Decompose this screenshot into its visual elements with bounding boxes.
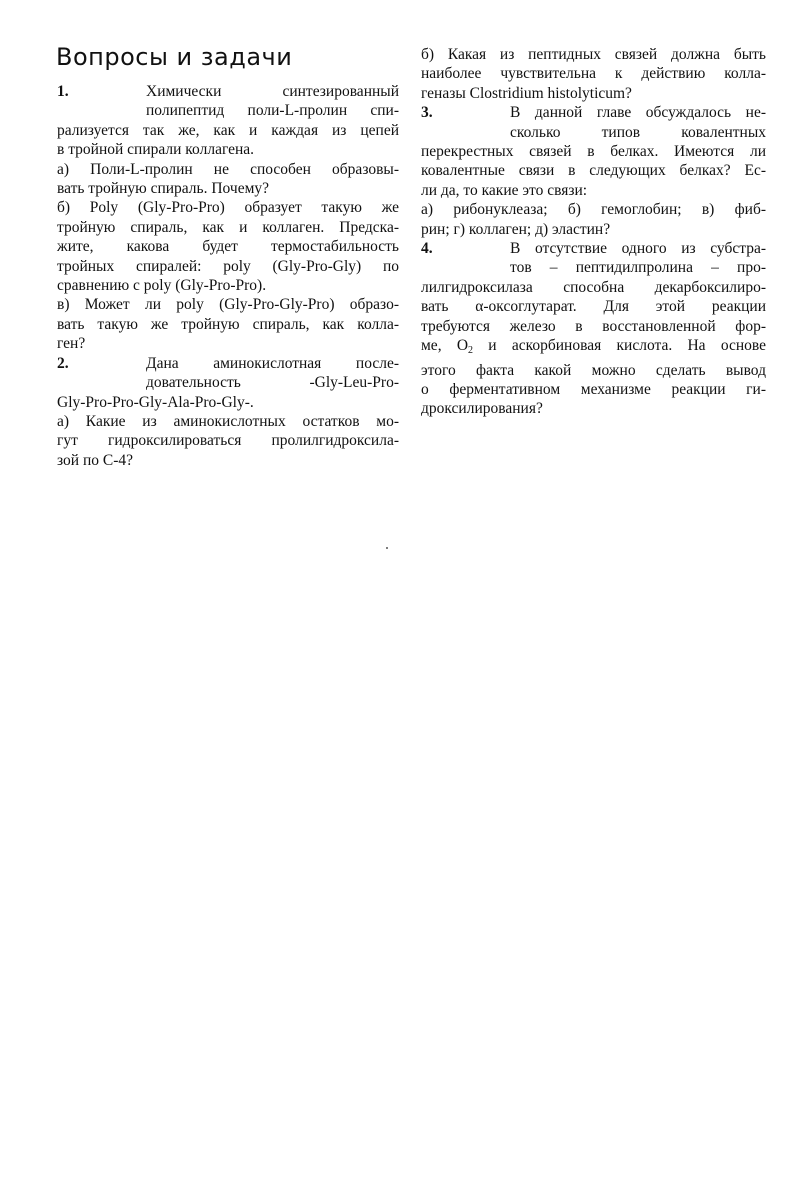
- question-text-line: тов – пептидилпролина – про-: [510, 259, 766, 277]
- question-text-line: Gly-Pro-Pro-Gly-Ala-Pro-Gly-.: [57, 393, 254, 411]
- question-text-line: этого факта какой можно сделать вывод: [421, 361, 766, 379]
- subquestion-line: б) Какая из пептидных связей должна быть: [421, 46, 766, 63]
- right-column: [421, 45, 766, 419]
- question-2: [57, 354, 399, 470]
- subquestion-line: б) Poly (Gly-Pro-Pro) образует такую же: [57, 199, 399, 217]
- subquestion-line: вать такую же тройную спираль, как колла-: [57, 315, 399, 333]
- o2-subscript: 2: [468, 345, 474, 357]
- question-3: [421, 103, 766, 239]
- subquestion-line: геназы Clostridium histolyticum?: [421, 84, 632, 102]
- question-text-line: В отсутствие одного из субстра-: [510, 240, 766, 258]
- question-2-header: [57, 354, 399, 373]
- question-3-header: [421, 103, 766, 122]
- subquestion-line: тройную спираль, как и коллаген. Предска-: [57, 218, 399, 236]
- o2-prefix: ме, O: [421, 337, 469, 355]
- question-text-line: в тройной спирали коллагена.: [57, 141, 255, 159]
- subquestion-line: а) Какие из аминокислотных остатков мо-: [57, 412, 399, 430]
- page-title: Вопросы и задачи: [56, 43, 293, 71]
- question-number: 2.: [57, 354, 69, 372]
- question-number: 1.: [57, 83, 69, 100]
- question-text-line: Дана аминокислотная после-: [146, 354, 399, 372]
- question-text-line: требуются железо в восстановленной фор-: [421, 317, 766, 335]
- subquestion-line: наиболее чувствительна к действию колла-: [421, 65, 766, 83]
- options-line: а) рибонуклеаза; б) гемоглобин; в) фиб-: [421, 201, 766, 219]
- subquestion-line: сравнению с poly (Gly-Pro-Pro).: [57, 277, 267, 295]
- options-line: рин; г) коллаген; д) эластин?: [421, 220, 611, 238]
- question-1: [57, 82, 399, 354]
- question-text-line: перекрестных связей в белках. Имеются ли: [421, 143, 766, 161]
- question-text-line-o2: [421, 336, 766, 360]
- o2-suffix: и аскорбиновая кислота. На основе: [473, 337, 766, 355]
- question-4-header: [421, 239, 766, 258]
- subquestion-line: зой по С-4?: [57, 451, 134, 469]
- question-text-line: В данной главе обсуждалось не-: [510, 104, 766, 122]
- subquestion-line: ген?: [57, 335, 86, 353]
- question-1-header: [57, 82, 399, 101]
- subquestion-line: вать тройную спираль. Почему?: [57, 180, 270, 198]
- question-text-line: Химически синтезированный: [146, 83, 399, 100]
- stray-dot: [386, 547, 388, 549]
- subquestion-line: жите, какова будет термостабильность: [57, 238, 399, 256]
- question-text-line: вать α-оксоглутарат. Для этой реакции: [421, 298, 766, 316]
- question-text-line: сколько типов ковалентных: [510, 123, 766, 141]
- question-text-line: лилгидроксилаза способна декарбоксилиро-: [421, 278, 766, 296]
- question-text-line: полипептид поли-L-пролин спи-: [146, 102, 399, 120]
- subquestion-line: а) Поли-L-пролин не способен образовы-: [57, 160, 399, 178]
- question-text-line: довательность -Gly-Leu-Pro-: [146, 374, 399, 392]
- left-column: [57, 82, 399, 470]
- subquestion-line: гут гидроксилироваться пролилгидроксила-: [57, 432, 399, 450]
- question-text-line: ли да, то какие это связи:: [421, 181, 588, 199]
- question-2b: [421, 45, 766, 103]
- subquestion-line: в) Может ли poly (Gly-Pro-Gly-Pro) образо-: [57, 296, 399, 314]
- question-text-line: о ферментативном механизме реакции ги-: [421, 380, 766, 398]
- question-text-line: ковалентные связи в следующих белках? Ес-: [421, 162, 766, 180]
- subquestion-line: тройных спиралей: poly (Gly-Pro-Gly) по: [57, 257, 399, 275]
- question-number: 3.: [421, 104, 433, 122]
- question-text-line: дроксилирования?: [421, 400, 543, 418]
- question-text-line: рализуется так же, как и каждая из цепей: [57, 121, 399, 139]
- question-number: 4.: [421, 240, 433, 258]
- question-4: [421, 239, 766, 419]
